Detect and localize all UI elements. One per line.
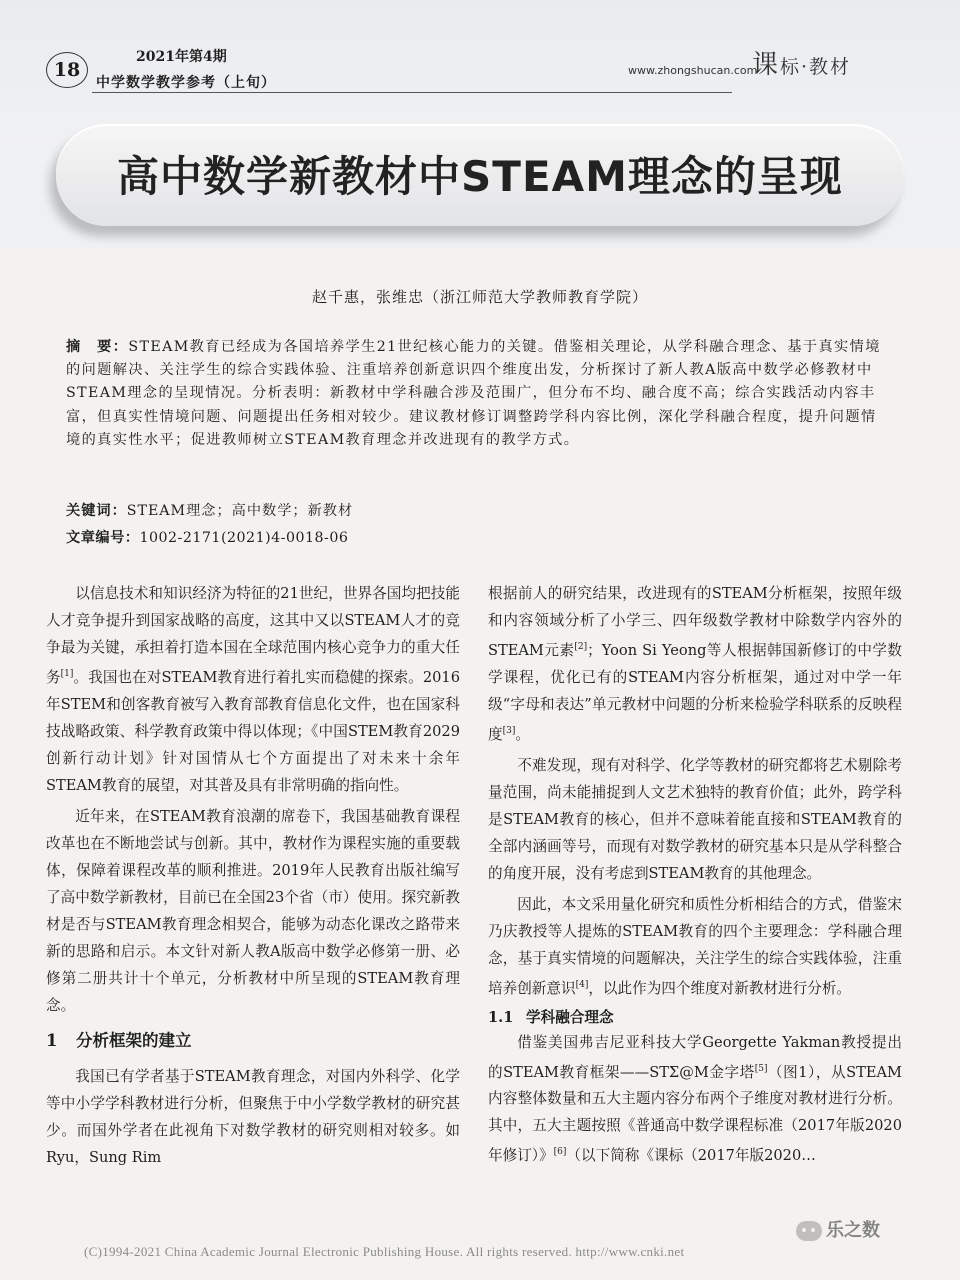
- keywords-text: STEAM理念；高中数学；新教材: [126, 503, 354, 519]
- citation[interactable]: [5]: [754, 1063, 768, 1074]
- citation[interactable]: [4]: [575, 979, 589, 990]
- page-number: 18: [46, 52, 88, 88]
- section-heading: [46, 1027, 460, 1051]
- wechat-watermark: [796, 1216, 880, 1242]
- keywords-label: 关键词：: [66, 503, 127, 519]
- right-column: [488, 580, 902, 1173]
- paragraph: 近年来，在STEAM教育浪潮的席卷下，我国基础教育课程改革也在不断地尝试与创新。其中，教材作为课程实施的重要载体，保障着课程改革的顺利推进。2019年人民教育出版社编写了高中数学新教材，目前已在全国23个省（市）使用。探究新教材是否与STEAM教育理念相契合，能够为动态化课改之路带来新的思路和启示。本文针对新人教A版高中数学必修第一册、必修第二册共计十个单元，分析教材中所呈现的STEAM教育理念。: [46, 807, 460, 1014]
- paragraph: 根据前人的研究结果，改进现有的STEAM分析框架，按照年级和内容领域分析了小学三、四年级数学教材中除数学内容外的STEAM元素[2]；Yoon Si Yeong等人根据韩国新修订的中学数学课程，优化已有的STEAM内容分析框架，通过对中学一年级“字母和表达”单元教材中问题的分析来检验学科联系的反映程度[3]。: [488, 585, 902, 743]
- authors: 赵千惠，张维忠（浙江师范大学教师教育学院）: [311, 288, 648, 306]
- subsection-number: 1.1: [488, 1008, 514, 1026]
- copyright-footer: (C)1994-2021 China Academic Journal Electronic Publishing House. All rights reserved. http://www.cnki.net: [84, 1244, 685, 1259]
- journal-website: www.zhongshucan.com: [628, 64, 758, 77]
- citation[interactable]: [6]: [553, 1147, 567, 1158]
- chat-bubble-icon: [796, 1221, 822, 1241]
- left-column: [46, 580, 460, 1175]
- paragraph: 我国已有学者基于STEAM教育理念，对国内外科学、化学等中小学学科教材进行分析，但聚焦于中小学数学教材的研究甚少。而国外学者在此视角下对数学教材的研究则相对较多。如Ryu，Sung Rim: [46, 1067, 460, 1166]
- article-number: [66, 527, 348, 547]
- header-rule: [92, 92, 732, 93]
- article-number-label: 文章编号：: [66, 530, 140, 546]
- paragraph: 借鉴美国弗吉尼亚科技大学Georgette Yakman教授提出的STEAM教育框架——STΣ@M金字塔[5]（图1），从STEAM内容整体数量和五大主题内容分布两个子维度对教材进行分析。其中，五大主题按照《普通高中数学课程标准（2017年版2020年修订）》[6]（以下简称《课标（2017年版2020…: [488, 1033, 902, 1165]
- citation[interactable]: [3]: [502, 725, 516, 736]
- abstract-text: STEAM教育已经成为各国培养学生21世纪核心能力的关键。借鉴相关理论，从学科融合理念、基于真实情境的问题解决、关注学生的综合实践体验、注重培养创新意识四个维度出发，分析探讨了新人教A版高中数学必修教材中STEAM理念的呈现情况。分析表明：新教材中学科融合涉及范围广，但分布不均、融合度不高；综合实践活动内容丰富，但真实性情境问题、问题提出任务相对较少。建议教材修订调整跨学科内容比例，深化学科融合程度，提升问题情境的真实性水平；促进教师树立STEAM教育理念并改进现有的教学方式。: [66, 339, 881, 448]
- article-number-value: 1002-2171(2021)4-0018-06: [139, 530, 349, 546]
- column-tag-rest: 标·教材: [780, 56, 852, 78]
- paragraph: 因此，本文采用量化研究和质性分析相结合的方式，借鉴宋乃庆教授等人提炼的STEAM教育的四个主要理念：学科融合理念，基于真实情境的问题解决，关注学生的综合实践体验，注重培养创新意识[4]，以此作为四个维度对新教材进行分析。: [488, 895, 902, 997]
- column-tag-main: 课: [752, 50, 781, 80]
- subsection-title: 学科融合理念: [526, 1008, 614, 1026]
- column-tag: [752, 44, 851, 81]
- subsection-heading: [488, 1006, 902, 1027]
- section-number: 1: [46, 1030, 58, 1050]
- abstract: [66, 336, 892, 452]
- article-title: 高中数学新教材中STEAM理念的呈现: [117, 152, 843, 201]
- watermark-text: 乐之数: [826, 1220, 880, 1241]
- abstract-label: 摘 要：: [66, 339, 129, 355]
- keywords: [66, 500, 353, 520]
- header-band: [0, 0, 960, 248]
- citation[interactable]: [2]: [574, 642, 588, 652]
- journal-name: 中学数学教学参考（上旬）: [96, 75, 276, 91]
- paragraph: 不难发现，现有对科学、化学等教材的研究都将艺术剔除考量范围，尚未能捕捉到人文艺术独特的教育价值；此外，跨学科是STEAM教育的核心，但并不意味着能直接和STEAM教育的全部内涵画等号，而现有对数学教材的研究基本只是从学科整合的角度开展，没有考虑到STEAM教育的其他理念。: [488, 756, 902, 882]
- paragraph: 以信息技术和知识经济为特征的21世纪，世界各国均把技能人才竞争提升到国家战略的高度，这其中又以STEAM人才的竞争最为关键，承担着打造本国在全球范围内核心竞争力的重大任务[1]。我国也在对STEAM教育进行着扎实而稳健的探索。2016年STEM和创客教育被写入教育部教育信息化文件，也在国家科技战略政策、科学教育政策中得以体现；《中国STEM教育2029创新行动计划》针对国情从七个方面提出了对未来十余年STEAM教育的展望，对其普及具有非常明确的指向性。: [46, 585, 460, 794]
- section-title: 分析框架的建立: [76, 1030, 192, 1050]
- issue-label: 2021年第4期: [136, 49, 227, 65]
- citation[interactable]: [1]: [60, 669, 74, 679]
